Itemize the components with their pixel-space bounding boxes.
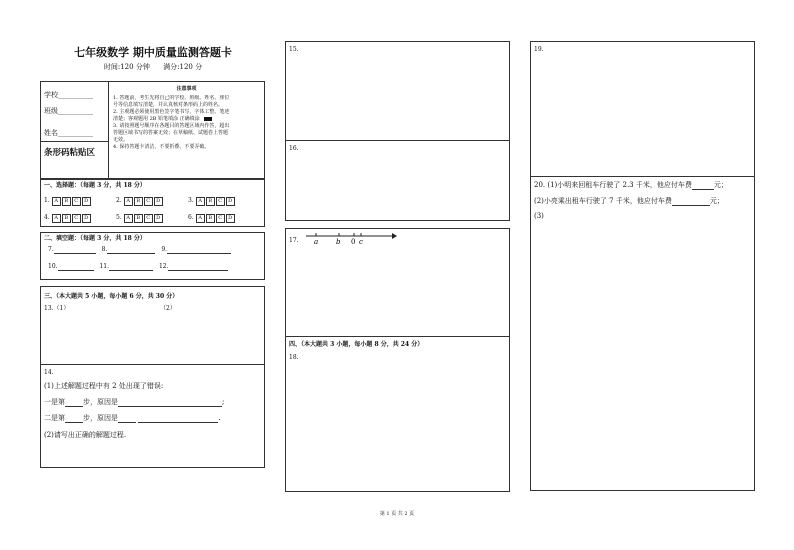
section3-title: 三、（本大题共 5 小题，每小题 6 分，共 30 分）: [44, 293, 179, 300]
q17-18-box: [285, 228, 510, 492]
fill-row-1: [48, 245, 263, 254]
option-a[interactable]: A: [124, 197, 133, 206]
q14-text: 步，原因是: [83, 414, 118, 422]
q14-label: 14.: [44, 369, 54, 376]
option-a[interactable]: A: [52, 197, 61, 206]
answer-blank[interactable]: [107, 245, 155, 254]
option-c[interactable]: C: [216, 197, 225, 206]
q-number: 12.: [158, 263, 169, 270]
q17-label: 17.: [289, 237, 299, 244]
answer-blank[interactable]: [54, 245, 96, 254]
option-a[interactable]: A: [196, 214, 205, 223]
note-line: 2. 主观题必须使用黑色签字笔书写，字体工整、笔迹: [113, 109, 230, 115]
q20-part1: [534, 180, 754, 190]
option-b[interactable]: B: [134, 197, 143, 206]
filled-mark-example: [204, 117, 212, 121]
answer-blank[interactable]: [118, 414, 136, 423]
q14-line-3: 二是第 步，原因是 .: [44, 414, 221, 422]
answer-blank[interactable]: [138, 414, 218, 423]
option-d[interactable]: D: [226, 214, 235, 223]
note-line: 号等信息填写清楚，并认真核对条形码上的姓名。: [113, 102, 224, 108]
option-c[interactable]: C: [144, 197, 153, 206]
exam-time-info: 时间:120 分钟 满分:120 分: [103, 63, 203, 71]
school-field[interactable]: 学校__________: [44, 91, 93, 99]
origin-label: 0: [351, 238, 356, 246]
option-a[interactable]: A: [196, 197, 205, 206]
section2-title: 二、填空题：（每题 3 分，共 18 分）: [44, 235, 146, 242]
class-field[interactable]: 班级__________: [44, 107, 93, 115]
notes-list: [113, 95, 265, 151]
q14-text: 二是第: [44, 414, 65, 422]
answer-blank[interactable]: [65, 398, 83, 407]
q-number: 5.: [116, 214, 122, 221]
note-line: 3. 请按照题号顺序在各题目的答题区域内作答，超出: [113, 123, 230, 129]
answer-blank[interactable]: [167, 245, 231, 254]
note-line: 答题区域书写的答案无效；在草稿纸、试题卷上答题: [113, 130, 229, 136]
note-line: 1. 答题前，考生先将自己的学校、班级、姓名、座位: [113, 95, 230, 101]
number-line: [298, 230, 408, 246]
section4-title: 四、（本大题共 3 小题，每小题 8 分，共 24 分）: [289, 341, 424, 348]
q-number: 10.: [48, 263, 58, 270]
q-number: 6.: [188, 214, 194, 221]
answer-blank[interactable]: [65, 414, 83, 423]
option-c[interactable]: C: [72, 214, 81, 223]
q-number: 11.: [99, 263, 110, 270]
answer-blank[interactable]: [109, 262, 153, 271]
q-number: 2.: [116, 197, 122, 204]
option-a[interactable]: A: [52, 214, 61, 223]
option-b[interactable]: B: [62, 197, 71, 206]
q14-line-1: (1)上述解题过程中有 2 处出现了错误:: [44, 382, 164, 390]
point-b-label: b: [336, 238, 341, 246]
option-d[interactable]: D: [82, 197, 91, 206]
option-d[interactable]: D: [82, 214, 91, 223]
option-d[interactable]: D: [154, 214, 163, 223]
option-d[interactable]: D: [226, 197, 235, 206]
option-c[interactable]: C: [144, 214, 153, 223]
option-d[interactable]: D: [154, 197, 163, 206]
point-a-label: a: [314, 238, 319, 246]
barcode-area-label: 条形码粘贴区: [44, 148, 96, 158]
point-c-label: c: [359, 238, 363, 246]
section3-box: [40, 286, 265, 468]
answer-blank[interactable]: [692, 181, 714, 190]
page-number: 第 1 页 共 2 页: [379, 511, 415, 517]
q20-unit: 元；: [709, 197, 724, 205]
name-field[interactable]: 姓名__________: [44, 129, 93, 137]
q20-part3: (3): [534, 212, 544, 220]
q20-text: (2)小亮乘出租车行驶了 7 千米，他应付车费: [534, 197, 672, 205]
choice-row-2: [44, 213, 264, 223]
q14-line-4: (2)请写出正确的解题过程.: [44, 431, 127, 439]
notes-title: 注意事项: [176, 86, 197, 92]
q18-label: 18.: [289, 354, 299, 361]
option-b[interactable]: B: [62, 214, 71, 223]
answer-blank[interactable]: [168, 262, 228, 271]
answer-blank[interactable]: [58, 262, 94, 271]
q19-20-box: [530, 41, 755, 491]
q-number: 9.: [161, 246, 168, 253]
q16-label: 16.: [289, 145, 299, 152]
option-c[interactable]: C: [216, 214, 225, 223]
q-number: 1.: [44, 197, 50, 204]
option-c[interactable]: C: [72, 197, 81, 206]
option-b[interactable]: B: [206, 197, 215, 206]
section1-title: 一、选择题：（每题 3 分，共 18 分）: [44, 182, 146, 189]
answer-blank[interactable]: [672, 197, 710, 206]
note-line: 4. 保持答题卡清洁，不要折叠、不要弄破。: [113, 144, 210, 150]
q14-text: 步，原因是: [83, 398, 118, 406]
q-number: 7.: [48, 246, 54, 253]
note-line: 无效。: [113, 137, 129, 143]
fill-row-2: [48, 262, 263, 271]
q-number: 8.: [101, 246, 108, 253]
q20-text: 20. (1)小明来回租车行驶了 2.3 千米，他应付车费: [534, 181, 692, 189]
option-b[interactable]: B: [134, 214, 143, 223]
q14-line-2: 一是第 步，原因是 ;: [44, 398, 225, 406]
page-title: 七年级数学 期中质量监测答题卡: [74, 46, 232, 59]
q15-16-box: [285, 41, 510, 221]
q13-part1-label: 13.（1）: [44, 305, 70, 312]
option-a[interactable]: A: [124, 214, 133, 223]
note-line: 清楚；客观题用 2B 铅笔填涂 正确填涂: [113, 116, 265, 123]
choice-row-1: [44, 196, 264, 206]
q20-unit: 元；: [713, 181, 728, 189]
q14-text: 一是第: [44, 398, 65, 406]
answer-blank[interactable]: [118, 398, 222, 407]
option-b[interactable]: B: [206, 214, 215, 223]
q19-label: 19.: [534, 46, 544, 53]
q15-label: 15.: [289, 46, 299, 53]
q-number: 4.: [44, 214, 50, 221]
q13-part2-label: （2）: [160, 305, 176, 312]
q20-part2: [534, 196, 754, 206]
q-number: 3.: [188, 197, 194, 204]
